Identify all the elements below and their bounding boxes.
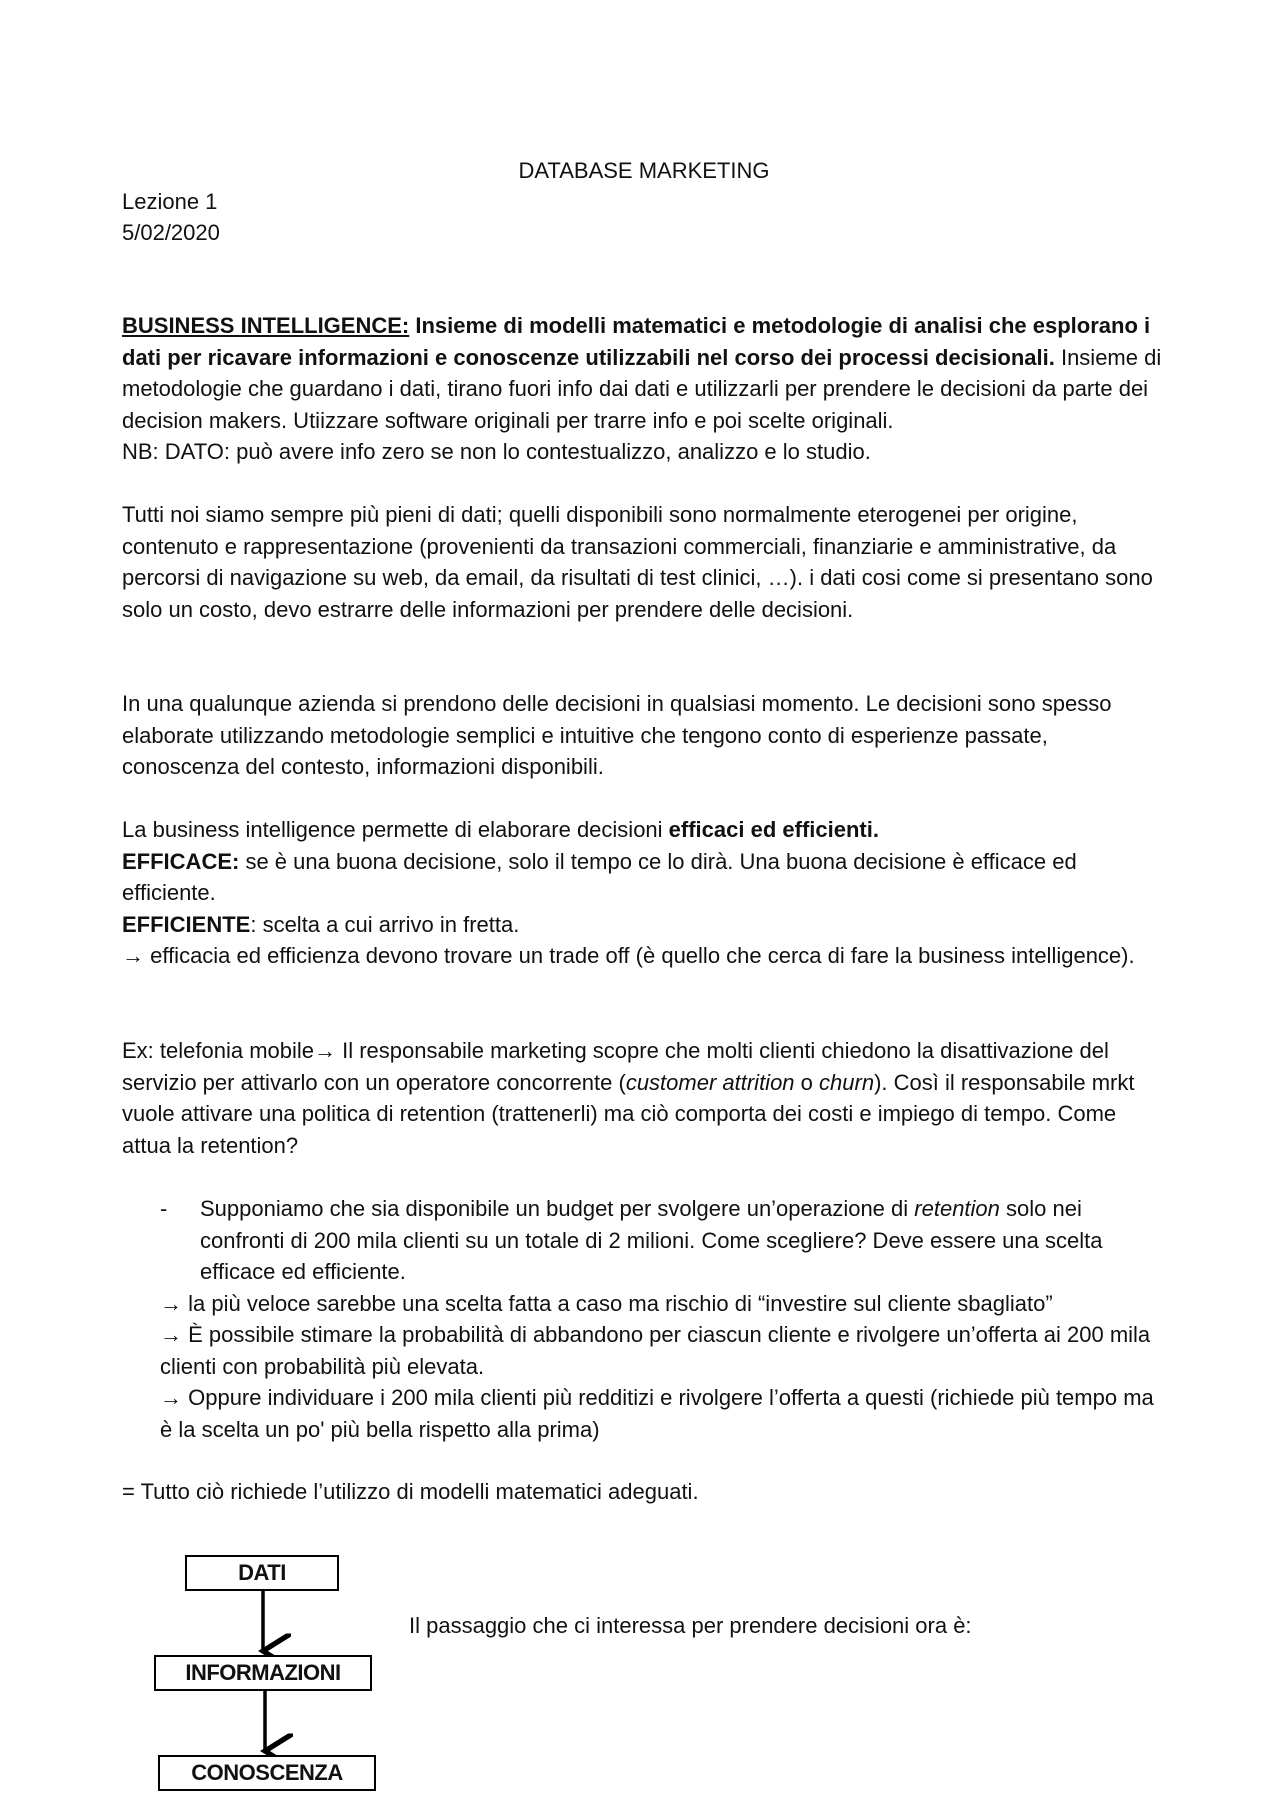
bi-definition: Insieme di modelli matematici e metodologie di analisi che esplorano i dati per ricavare informazioni e conoscenze utilizzabili nel corso dei processi decisionali. [122, 313, 1151, 370]
example-paragraph: Ex: telefonia mobile→ Il responsabile marketing scopre che molti clienti chiedono la disattivazione del servizio per attivarlo con un operatore concorrente (customer attrition o churn). Così il responsabile mrkt vuole attivare una politica di retention (trattenerli) ma ciò comporta dei costi e impiego di tempo. Come attua la retention? [122, 1038, 1135, 1158]
diagram-box-dati: DATI [185, 1555, 339, 1591]
data-paragraph: Tutti noi siamo sempre più pieni di dati; quelli disponibili sono normalmente eterogenei per origine, contenuto e rappresentazione (provenienti da transazioni commerciali, finanziarie e amministrative, da percorsi di navigazione su web, da email, da risultati di test clinici, …). i dati cosi come si presentano sono solo un costo, devo estrarre delle informazioni per prendere delle decisioni. [122, 502, 1153, 622]
diagram-caption: Il passaggio che ci interessa per prendere decisioni ora è: [409, 1613, 972, 1638]
option-random: → la più veloce sarebbe una scelta fatta a caso ma rischio di “investire sul cliente sbagliato” [160, 1290, 1053, 1316]
option-probability: → È possibile stimare la probabilità di abbandono per ciascun cliente e rivolgere un’offerta ai 200 mila clienti con probabilità più elevata. [160, 1322, 1151, 1379]
efficiente-definition: EFFICIENTE: scelta a cui arrivo in fretta. [122, 911, 520, 937]
bullet-dash: - [160, 1196, 168, 1221]
diagram-box-conoscenza: CONOSCENZA [158, 1755, 376, 1791]
lesson-date: 5/02/2020 [122, 220, 220, 245]
conclusion-line: = Tutto ciò richiede l’utilizzo di modelli matematici adeguati. [122, 1479, 699, 1504]
lesson-label: Lezione 1 [122, 189, 218, 214]
bi-term: BUSINESS INTELLIGENCE: [122, 313, 410, 338]
efficace-definition: EFFICACE: se è una buona decisione, solo il tempo ce lo dirà. Una buona decisione è efficace ed efficiente. [122, 848, 1077, 905]
tradeoff-note: → efficacia ed efficienza devono trovare un trade off (è quello che cerca di fare la business intelligence). [122, 943, 1135, 968]
option-profitable: → Oppure individuare i 200 mila clienti più redditizi e rivolgere l’offerta a questi (richiede più tempo ma è la scelta un po' più bella rispetto alla prima) [160, 1385, 1154, 1442]
efficacy-intro: La business intelligence permette di elaborare decisioni efficaci ed efficienti. [122, 817, 879, 842]
bi-explanation: Insieme di metodologie che guardano i dati, tirano fuori info dai dati e utilizzarli per prendere le decisioni da parte dei decision makers. Utiizzare software originali per trarre info e poi scelte originali. [122, 344, 1162, 433]
diagram-box-informazioni: INFORMAZIONI [154, 1655, 372, 1691]
bullet-text: Supponiamo che sia disponibile un budget per svolgere un’operazione di retention solo nei confronti di 200 mila clienti su un totale di 2 milioni. Come scegliere? Deve essere una scelta efficace ed efficiente. [200, 1196, 1103, 1284]
document-title: DATABASE MARKETING [518, 158, 770, 183]
decisions-paragraph: In una qualunque azienda si prendono delle decisioni in qualsiasi momento. Le decisioni sono spesso elaborate utilizzando metodologie semplici e intuitive che tengono conto di esperienze passate, conoscenza del contesto, informazioni disponibili. [122, 691, 1112, 779]
nb-note: NB: DATO: può avere info zero se non lo contestualizzo, analizzo e lo studio. [122, 439, 871, 464]
